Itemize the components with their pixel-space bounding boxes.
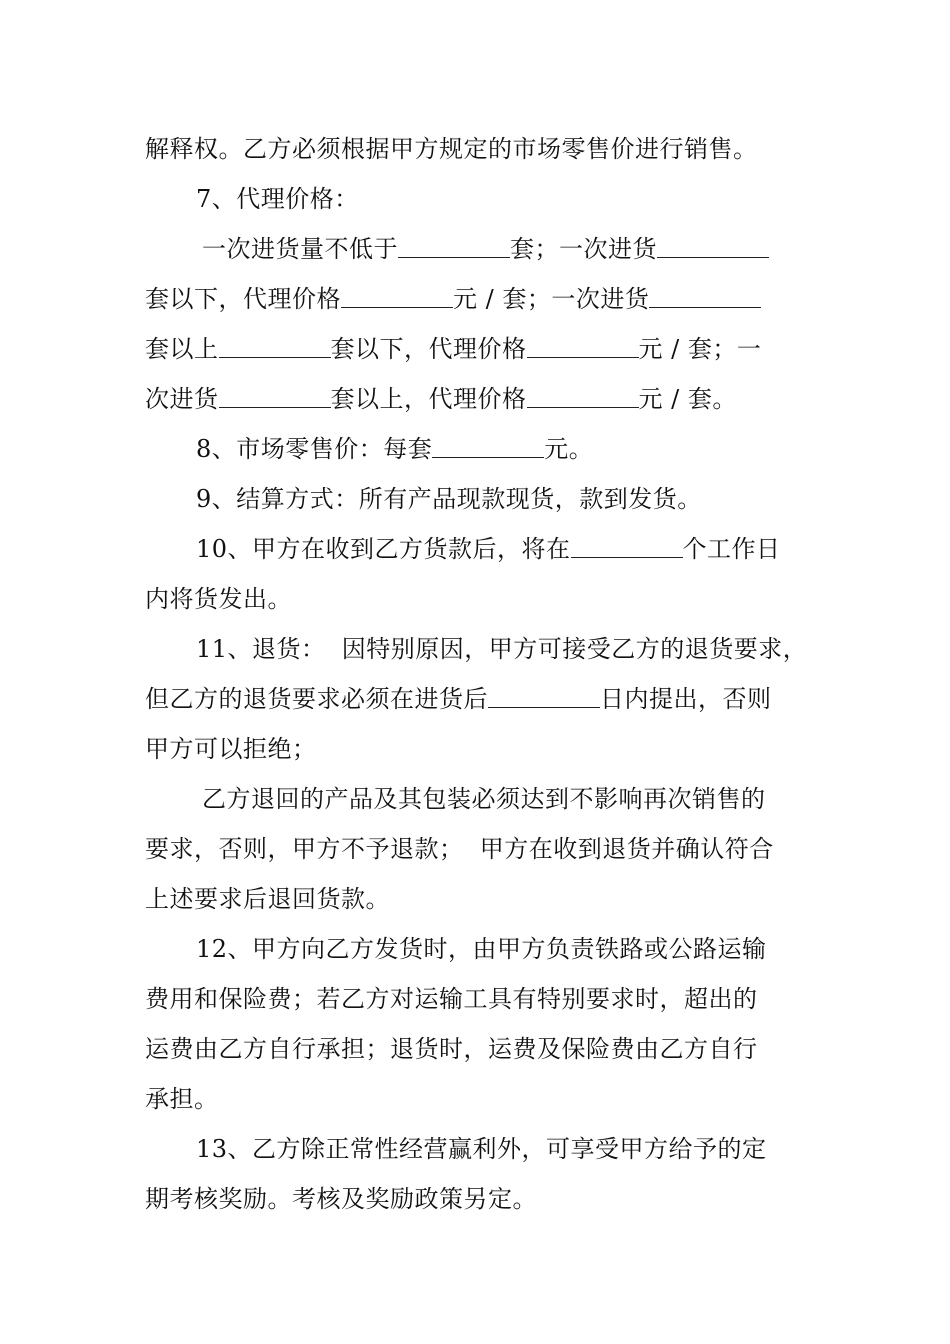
text-run: 元。 <box>544 435 594 463</box>
paragraph-line <box>145 134 810 164</box>
fill-blank[interactable] <box>527 385 639 408</box>
fill-blank[interactable] <box>432 435 544 458</box>
paragraph-line <box>145 884 810 914</box>
fill-blank[interactable] <box>219 335 331 358</box>
text-run: 内将货发出。 <box>145 585 292 613</box>
fill-blank[interactable] <box>398 235 510 258</box>
text-run: 13、乙方除正常性经营赢利外，可享受甲方给予的定 <box>196 1135 767 1163</box>
text-run: 7、代理价格： <box>196 185 359 213</box>
fill-blank[interactable] <box>527 335 639 358</box>
text-run: 9、结算方式：所有产品现款现货，款到发货。 <box>196 485 702 513</box>
text-run: 承担。 <box>145 1085 219 1113</box>
paragraph-line <box>145 984 810 1014</box>
text-run: 10、甲方在收到乙方货款后，将在 <box>196 535 571 563</box>
text-run: 元 / 套。 <box>638 385 737 413</box>
text-run: 套以下，代理价格 <box>145 285 341 313</box>
clause-9 <box>196 484 861 514</box>
paragraph-line <box>145 1084 810 1114</box>
text-run: 期考核奖励。考核及奖励政策另定。 <box>145 1185 537 1213</box>
paragraph-line <box>145 1034 810 1064</box>
clause-8 <box>196 434 861 464</box>
clause-7-heading <box>196 184 861 214</box>
paragraph-line <box>145 284 810 314</box>
fill-blank[interactable] <box>341 285 453 308</box>
paragraph-line <box>145 834 810 864</box>
text-run: 元 / 套；一 <box>638 335 762 363</box>
text-run: 11、退货： 因特别原因，甲方可接受乙方的退货要求， <box>196 635 808 663</box>
text-run: 次进货 <box>145 385 219 413</box>
text-run: 套以上 <box>145 335 219 363</box>
text-run: 日内提出，否则 <box>600 685 772 713</box>
text-run: 套；一次进货 <box>510 235 657 263</box>
text-run: 运费由乙方自行承担；退货时，运费及保险费由乙方自行 <box>145 1035 758 1063</box>
paragraph-line <box>145 384 810 414</box>
paragraph-line <box>145 334 810 364</box>
text-run: 套以上，代理价格 <box>330 385 527 413</box>
paragraph-line <box>145 1184 810 1214</box>
text-run: 个工作日 <box>682 535 781 563</box>
text-run: 甲方可以拒绝； <box>145 735 317 763</box>
paragraph-line <box>202 234 867 264</box>
fill-blank[interactable] <box>657 235 769 258</box>
paragraph-line <box>145 684 810 714</box>
paragraph-line <box>145 584 810 614</box>
text-run: 套以下，代理价格 <box>330 335 527 363</box>
text-run: 上述要求后退回货款。 <box>145 885 390 913</box>
text-run: 8、市场零售价：每套 <box>196 435 433 463</box>
fill-blank[interactable] <box>571 535 683 558</box>
text-run: 12、甲方向乙方发货时，由甲方负责铁路或公路运输 <box>196 935 767 963</box>
text-run: 费用和保险费；若乙方对运输工具有特别要求时，超出的 <box>145 985 758 1013</box>
text-run: 一次进货量不低于 <box>202 235 398 263</box>
clause-10 <box>196 534 861 564</box>
clause-11 <box>196 634 861 664</box>
text-run: 但乙方的退货要求必须在进货后 <box>145 685 488 713</box>
paragraph-line <box>202 784 867 814</box>
text-run: 乙方退回的产品及其包装必须达到不影响再次销售的 <box>202 785 766 813</box>
clause-12 <box>196 934 861 964</box>
text-run: 解释权。乙方必须根据甲方规定的市场零售价进行销售。 <box>145 135 758 163</box>
fill-blank[interactable] <box>488 685 600 708</box>
paragraph-line <box>145 734 810 764</box>
fill-blank[interactable] <box>649 285 761 308</box>
clause-13 <box>196 1134 861 1164</box>
text-run: 要求，否则，甲方不予退款； 甲方在收到退货并确认符合 <box>145 835 774 863</box>
fill-blank[interactable] <box>219 385 331 408</box>
text-run: 元 / 套；一次进货 <box>453 285 650 313</box>
